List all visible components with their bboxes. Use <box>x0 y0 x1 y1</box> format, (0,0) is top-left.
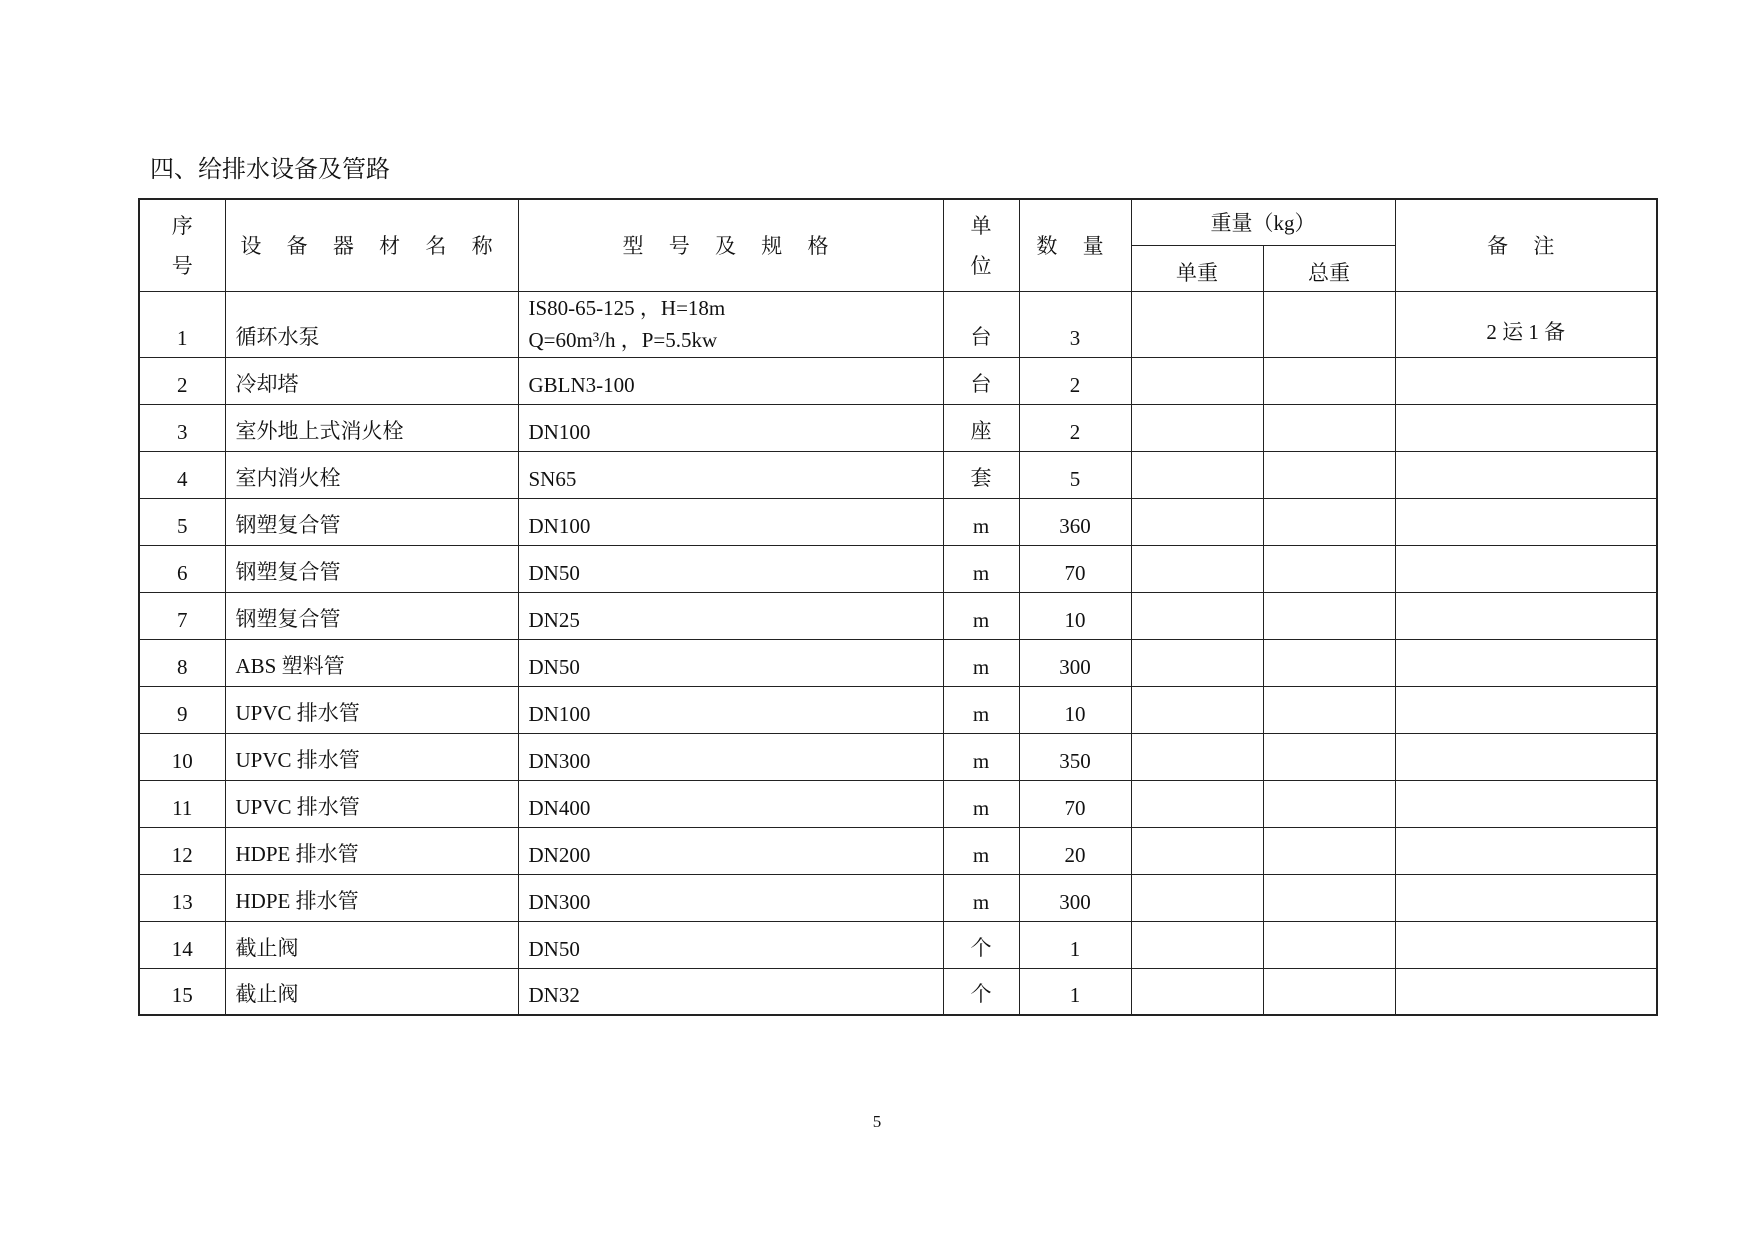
cell-spec: DN50 <box>518 545 943 592</box>
header-unit <box>943 199 1019 291</box>
cell-total-weight <box>1263 780 1395 827</box>
cell-name: 室外地上式消火栓 <box>225 404 518 451</box>
cell-no: 10 <box>139 733 225 780</box>
cell-unit: m <box>943 874 1019 921</box>
cell-unit-weight <box>1131 592 1263 639</box>
cell-spec: DN25 <box>518 592 943 639</box>
cell-qty: 1 <box>1019 921 1131 968</box>
cell-name: HDPE 排水管 <box>225 827 518 874</box>
cell-unit: 个 <box>943 968 1019 1015</box>
cell-spec: DN50 <box>518 921 943 968</box>
cell-name: 循环水泵 <box>225 291 518 357</box>
cell-remark <box>1395 592 1657 639</box>
cell-qty: 70 <box>1019 780 1131 827</box>
cell-qty: 70 <box>1019 545 1131 592</box>
cell-unit: 个 <box>943 921 1019 968</box>
cell-no: 8 <box>139 639 225 686</box>
cell-unit-weight <box>1131 827 1263 874</box>
cell-remark <box>1395 498 1657 545</box>
cell-spec: DN400 <box>518 780 943 827</box>
cell-unit-weight <box>1131 498 1263 545</box>
cell-spec: DN300 <box>518 874 943 921</box>
cell-total-weight <box>1263 639 1395 686</box>
cell-name: 截止阀 <box>225 968 518 1015</box>
cell-unit: 套 <box>943 451 1019 498</box>
cell-remark <box>1395 639 1657 686</box>
cell-unit: m <box>943 498 1019 545</box>
cell-qty: 2 <box>1019 404 1131 451</box>
cell-remark <box>1395 451 1657 498</box>
cell-qty: 360 <box>1019 498 1131 545</box>
cell-unit-weight <box>1131 451 1263 498</box>
cell-unit-weight <box>1131 968 1263 1015</box>
header-remark: 备 注 <box>1395 199 1657 291</box>
cell-name: 钢塑复合管 <box>225 498 518 545</box>
cell-spec: GBLN3-100 <box>518 357 943 404</box>
cell-total-weight <box>1263 545 1395 592</box>
cell-name: 室内消火栓 <box>225 451 518 498</box>
cell-total-weight <box>1263 733 1395 780</box>
cell-total-weight <box>1263 404 1395 451</box>
cell-unit: 座 <box>943 404 1019 451</box>
table-row <box>139 686 1657 733</box>
cell-unit: m <box>943 827 1019 874</box>
cell-spec-line1: IS80-65-125 ，H=18m <box>528 296 726 320</box>
cell-remark <box>1395 357 1657 404</box>
cell-remark <box>1395 874 1657 921</box>
cell-remark <box>1395 733 1657 780</box>
cell-remark <box>1395 545 1657 592</box>
cell-remark <box>1395 921 1657 968</box>
cell-name: ABS 塑料管 <box>225 639 518 686</box>
cell-no: 14 <box>139 921 225 968</box>
cell-remark <box>1395 404 1657 451</box>
cell-spec: DN300 <box>518 733 943 780</box>
cell-unit-weight <box>1131 357 1263 404</box>
table-row <box>139 291 1657 357</box>
cell-name: 钢塑复合管 <box>225 592 518 639</box>
table-row <box>139 357 1657 404</box>
cell-spec: DN32 <box>518 968 943 1015</box>
cell-unit-weight <box>1131 733 1263 780</box>
cell-total-weight <box>1263 921 1395 968</box>
cell-unit-weight <box>1131 780 1263 827</box>
cell-spec-line2: Q=60m³/h ，P=5.5kw <box>528 328 718 352</box>
cell-total-weight <box>1263 874 1395 921</box>
table-row <box>139 874 1657 921</box>
header-seq-top: 序 <box>171 214 193 239</box>
cell-no: 13 <box>139 874 225 921</box>
cell-name: 截止阀 <box>225 921 518 968</box>
cell-total-weight <box>1263 498 1395 545</box>
cell-total-weight <box>1263 291 1395 357</box>
header-row-top <box>139 199 1657 245</box>
cell-total-weight <box>1263 592 1395 639</box>
cell-name: HDPE 排水管 <box>225 874 518 921</box>
cell-total-weight <box>1263 968 1395 1015</box>
cell-spec: DN100 <box>518 404 943 451</box>
cell-remark <box>1395 968 1657 1015</box>
cell-no: 2 <box>139 357 225 404</box>
header-total-weight: 总重 <box>1263 245 1395 291</box>
cell-total-weight <box>1263 686 1395 733</box>
cell-spec: DN50 <box>518 639 943 686</box>
equipment-table <box>138 198 1658 1016</box>
cell-qty: 2 <box>1019 357 1131 404</box>
cell-name: UPVC 排水管 <box>225 686 518 733</box>
table-row <box>139 780 1657 827</box>
table-row <box>139 827 1657 874</box>
cell-qty: 1 <box>1019 968 1131 1015</box>
cell-unit-weight <box>1131 874 1263 921</box>
table-row <box>139 733 1657 780</box>
cell-no: 9 <box>139 686 225 733</box>
header-seq-bottom: 号 <box>171 254 193 279</box>
cell-qty: 3 <box>1019 291 1131 357</box>
table-row <box>139 968 1657 1015</box>
cell-no: 12 <box>139 827 225 874</box>
table-row <box>139 592 1657 639</box>
cell-total-weight <box>1263 357 1395 404</box>
table-row <box>139 639 1657 686</box>
cell-no: 3 <box>139 404 225 451</box>
page-number: 5 <box>872 1112 882 1131</box>
section-title: 四、给排水设备及管路 <box>150 157 390 183</box>
cell-name: 冷却塔 <box>225 357 518 404</box>
cell-qty: 5 <box>1019 451 1131 498</box>
cell-unit-weight <box>1131 686 1263 733</box>
cell-no: 11 <box>139 780 225 827</box>
cell-no: 1 <box>139 291 225 357</box>
cell-qty: 300 <box>1019 639 1131 686</box>
header-seq <box>139 199 225 291</box>
cell-no: 5 <box>139 498 225 545</box>
cell-unit-weight <box>1131 639 1263 686</box>
cell-qty: 10 <box>1019 686 1131 733</box>
cell-remark <box>1395 780 1657 827</box>
cell-unit: m <box>943 780 1019 827</box>
cell-unit: m <box>943 545 1019 592</box>
cell-unit: m <box>943 592 1019 639</box>
cell-no: 4 <box>139 451 225 498</box>
table-row <box>139 498 1657 545</box>
cell-qty: 300 <box>1019 874 1131 921</box>
cell-qty: 20 <box>1019 827 1131 874</box>
cell-remark: 2 运 1 备 <box>1395 291 1657 357</box>
header-unit-bottom: 位 <box>970 254 992 279</box>
cell-unit: 台 <box>943 291 1019 357</box>
cell-qty: 350 <box>1019 733 1131 780</box>
cell-unit: 台 <box>943 357 1019 404</box>
cell-unit-weight <box>1131 921 1263 968</box>
header-unit-weight: 单重 <box>1131 245 1263 291</box>
cell-no: 6 <box>139 545 225 592</box>
table-row <box>139 545 1657 592</box>
header-qty: 数 量 <box>1019 199 1131 291</box>
header-name: 设 备 器 材 名 称 <box>225 199 518 291</box>
cell-spec: DN100 <box>518 686 943 733</box>
cell-unit: m <box>943 686 1019 733</box>
cell-remark <box>1395 827 1657 874</box>
header-unit-top: 单 <box>970 214 992 239</box>
cell-spec <box>518 291 943 357</box>
cell-total-weight <box>1263 827 1395 874</box>
cell-spec: DN200 <box>518 827 943 874</box>
table-row <box>139 921 1657 968</box>
cell-unit-weight <box>1131 291 1263 357</box>
cell-name: UPVC 排水管 <box>225 780 518 827</box>
table-row <box>139 451 1657 498</box>
table-row <box>139 404 1657 451</box>
cell-spec: SN65 <box>518 451 943 498</box>
cell-unit: m <box>943 733 1019 780</box>
header-weight: 重量（kg） <box>1131 199 1395 245</box>
cell-no: 7 <box>139 592 225 639</box>
cell-total-weight <box>1263 451 1395 498</box>
cell-unit-weight <box>1131 545 1263 592</box>
cell-no: 15 <box>139 968 225 1015</box>
cell-remark <box>1395 686 1657 733</box>
cell-qty: 10 <box>1019 592 1131 639</box>
cell-name: UPVC 排水管 <box>225 733 518 780</box>
cell-name: 钢塑复合管 <box>225 545 518 592</box>
cell-spec: DN100 <box>518 498 943 545</box>
header-spec: 型 号 及 规 格 <box>518 199 943 291</box>
cell-unit-weight <box>1131 404 1263 451</box>
cell-unit: m <box>943 639 1019 686</box>
